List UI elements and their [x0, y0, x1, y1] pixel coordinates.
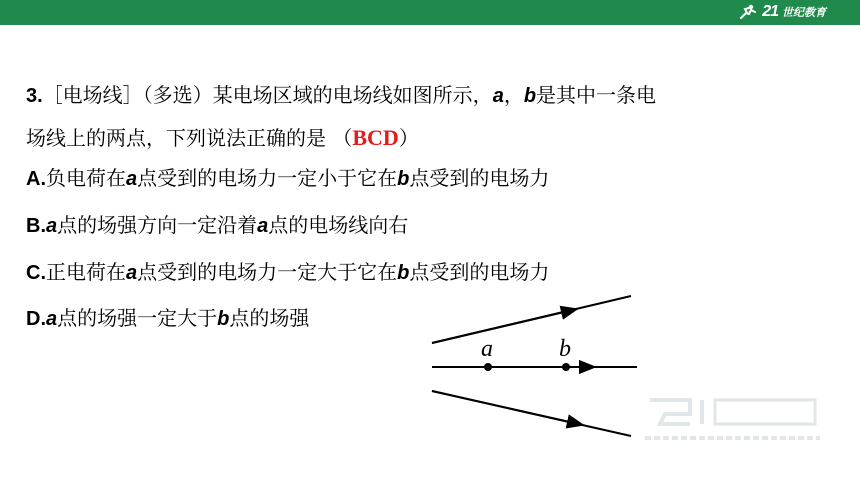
logo-number: 21: [762, 3, 778, 20]
electric-field-diagram: [425, 290, 645, 450]
question-stem: [26, 74, 846, 159]
option-letter: D.: [26, 308, 46, 330]
option-text: 点的场强: [229, 306, 310, 330]
option-text: 点的场强一定大于: [57, 306, 218, 330]
option-letter: B.: [26, 215, 46, 237]
option-text: 点的场强方向一定沿着: [57, 213, 258, 237]
option-text: 点受到的电场力: [409, 166, 550, 190]
variable-a: a: [492, 85, 504, 107]
variable-a: a: [126, 168, 138, 190]
variable-b: b: [523, 85, 537, 107]
answer-text: BCD: [352, 125, 399, 150]
option-letter: C.: [26, 262, 46, 284]
label-b: b: [559, 336, 571, 362]
question-line-2: [26, 117, 846, 159]
variable-a: a: [126, 262, 138, 284]
question-text-3: 场线上的两点，下列说法正确的是: [26, 126, 326, 150]
variable-b: b: [397, 262, 410, 284]
option-d: [26, 302, 309, 331]
field-arrow-bottom: [432, 391, 583, 425]
question-text-1: 某电场区域的电场线如图所示，: [212, 83, 493, 107]
variable-a: a: [46, 215, 58, 237]
option-text: 点受到的电场力: [409, 260, 550, 284]
paren-close: ）: [398, 126, 419, 150]
field-arrow-top: [432, 309, 577, 343]
question-text-2: 是其中一条电: [536, 83, 657, 107]
option-a: [26, 162, 549, 191]
paren-open: （: [332, 126, 353, 150]
option-c: [26, 256, 549, 285]
question-type: （多选）: [142, 83, 213, 107]
variable-a: a: [46, 308, 58, 330]
runner-icon: [738, 4, 758, 20]
question-topic: ［电场线］: [42, 83, 143, 107]
brand-logo: [738, 2, 826, 22]
header-bar: [0, 0, 860, 25]
question-number: 3.: [26, 85, 43, 107]
option-text: 点受到的电场力一定大于它在: [137, 260, 398, 284]
comma: ，: [503, 83, 524, 107]
variable-b: b: [217, 308, 230, 330]
variable-a: a: [257, 215, 269, 237]
option-b: [26, 209, 408, 238]
variable-b: b: [397, 168, 410, 190]
question-line-1: [26, 74, 846, 117]
option-letter: A.: [26, 168, 46, 190]
point-b: [562, 363, 570, 371]
point-a: [484, 363, 492, 371]
label-a: a: [481, 336, 493, 362]
option-text: 正电荷在: [46, 260, 126, 284]
logo-text: 世纪教育: [782, 7, 826, 19]
option-text: 点的电场线向右: [268, 213, 409, 237]
watermark-logo: [630, 392, 830, 452]
option-text: 点受到的电场力一定小于它在: [137, 166, 398, 190]
option-text: 负电荷在: [46, 166, 126, 190]
